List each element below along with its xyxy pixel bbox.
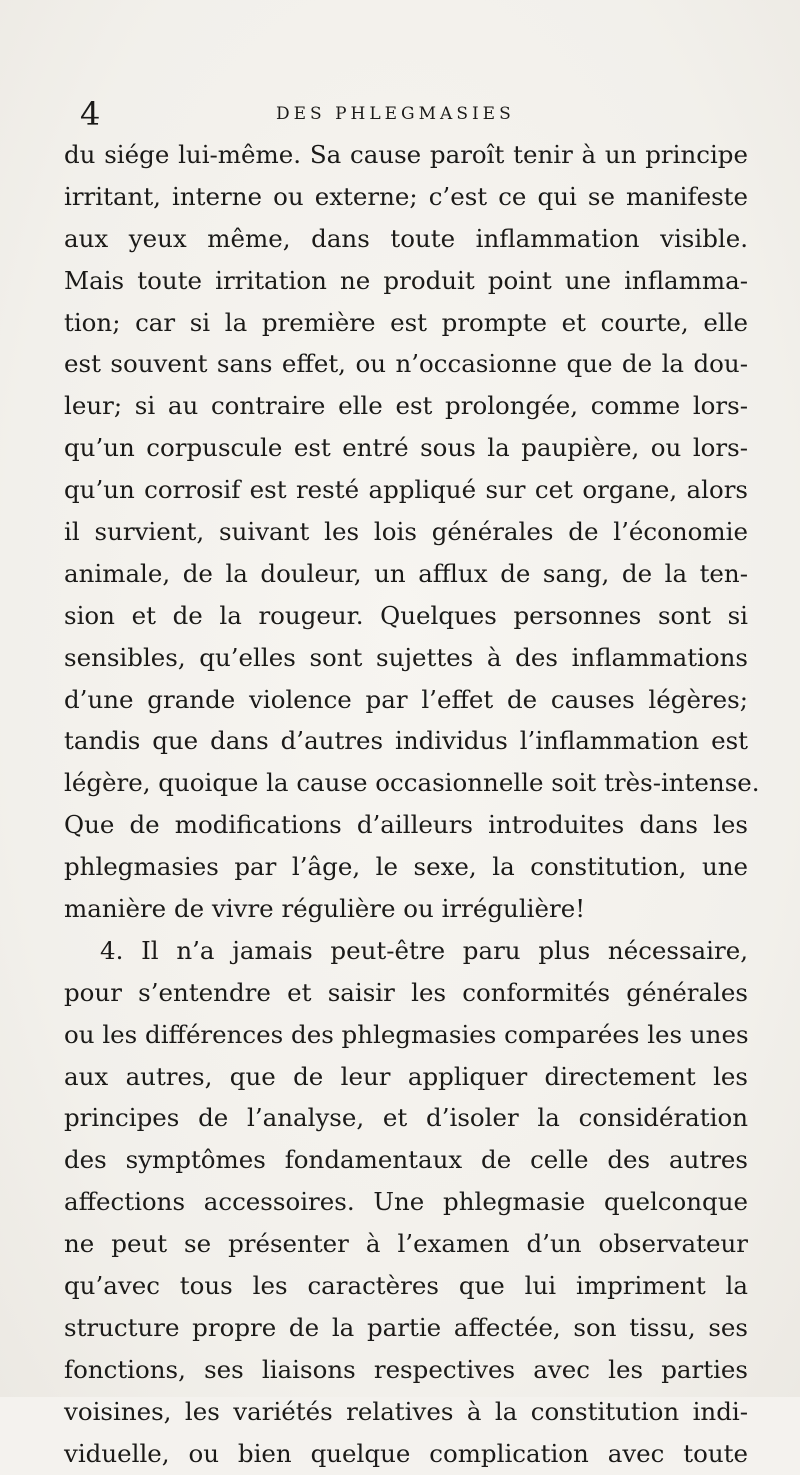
text-line: tion; car si la première est prompte et courte, elle (64, 307, 748, 337)
text-line: manière de vivre régulière ou irrégulière! (64, 894, 586, 924)
text-line: viduelle, ou bien quelque complication avec toute (64, 1438, 748, 1468)
body-text (64, 134, 760, 1475)
text-line: animale, de la douleur, un afflux de sang, de la ten- (64, 558, 748, 588)
text-line: il survient, suivant les lois générales de l’économie (64, 517, 748, 547)
text-line: aux autres, que de leur appliquer directement les (64, 1061, 748, 1091)
text-line: fonctions, ses liaisons respectives avec les parties (64, 1354, 748, 1384)
text-line: qu’avec tous les caractères que lui impriment la (64, 1271, 748, 1301)
text-line: irritant, interne ou externe; c’est ce qui se manifeste (64, 181, 748, 211)
text-line: sion et de la rougeur. Quelques personnes sont si (64, 600, 748, 630)
text-line: qu’un corpuscule est entré sous la paupière, ou lors- (64, 433, 748, 463)
text-line: est souvent sans effet, ou n’occasionne que de la dou- (64, 349, 748, 379)
text-line: affections accessoires. Une phlegmasie quelconque (64, 1187, 748, 1217)
text-line: Mais toute irritation ne produit point une inflamma- (64, 265, 748, 295)
text-line: des symptômes fondamentaux de celle des autres (64, 1145, 748, 1175)
paragraph-start-line: 4. Il n’a jamais peut-être paru plus nécessaire, (100, 935, 748, 965)
text-line: qu’un corrosif est resté appliqué sur cet organe, alors (64, 475, 748, 505)
text-line: sensibles, qu’elles sont sujettes à des inflammations (64, 642, 748, 672)
text-line: voisines, les variétés relatives à la constitution indi- (64, 1396, 748, 1426)
text-line: du siége lui-même. Sa cause paroît tenir à un principe (64, 140, 748, 169)
text-line: principes de l’analyse, et d’isoler la considération (64, 1103, 748, 1133)
text-line: Que de modifications d’ailleurs introduites dans les (64, 810, 748, 840)
text-line: légère, quoique la cause occasionnelle soit très-intense. (64, 768, 760, 798)
text-line: phlegmasies par l’âge, le sexe, la constitution, une (64, 852, 748, 882)
text-line: leur; si au contraire elle est prolongée, comme lors- (64, 391, 748, 421)
text-line: structure propre de la partie affectée, son tissu, ses (64, 1312, 748, 1342)
text-line: d’une grande violence par l’effet de causes légères; (64, 684, 748, 714)
text-line: pour s’entendre et saisir les conformités générales (64, 977, 748, 1007)
page-header (80, 96, 720, 132)
running-title: DES PHLEGMASIES (276, 104, 515, 124)
text-line: ou les différences des phlegmasies comparées les unes (64, 1019, 749, 1049)
text-line: ne peut se présenter à l’examen d’un observateur (64, 1229, 748, 1259)
text-line: tandis que dans d’autres individus l’inflammation est (64, 726, 748, 756)
page-number: 4 (80, 95, 101, 133)
text-line: aux yeux même, dans toute inflammation visible. (64, 223, 748, 253)
